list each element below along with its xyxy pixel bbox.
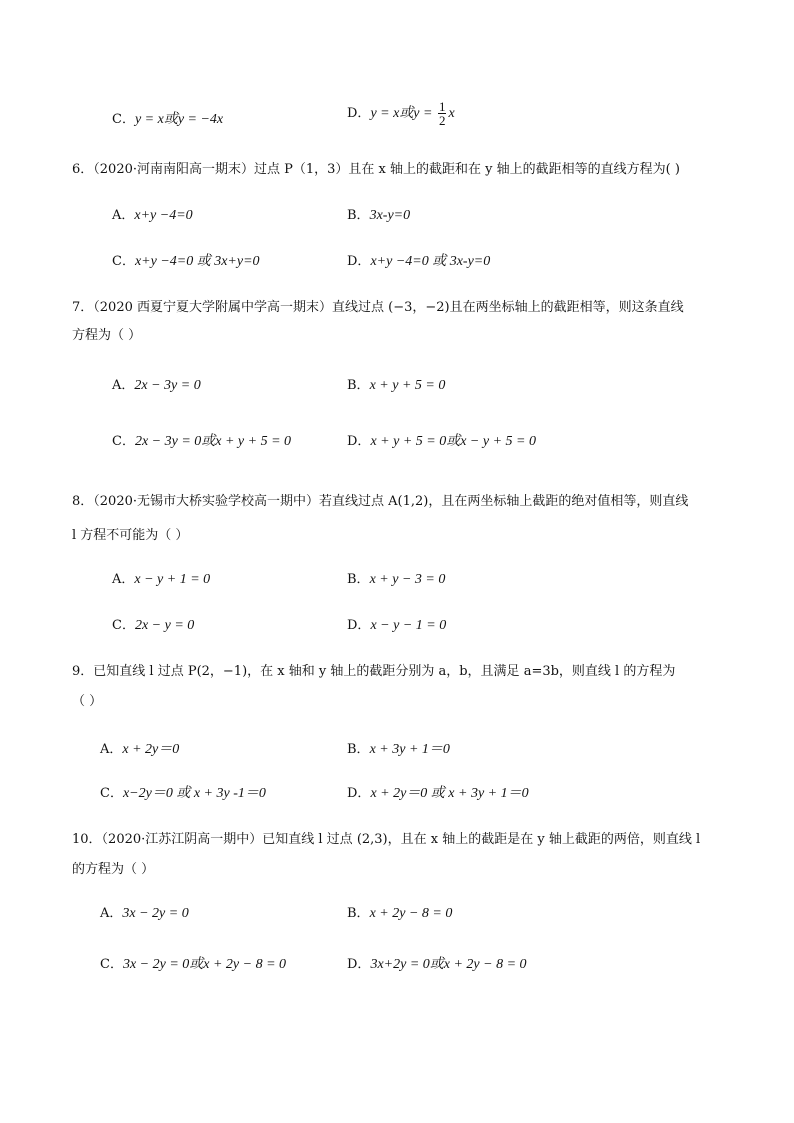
option-c: C．y = x或y = −4x: [112, 112, 224, 127]
question-7-stem-cont: 方程为（ ）: [72, 328, 142, 343]
question-8-stem: 8．（2020·无锡市大桥实验学校高一期中）若直线过点 A(1,2)，且在两坐标轴上截距的绝对值相等，则直线: [72, 494, 689, 509]
question-6-stem: 6．（2020·河南南阳高一期末）过点 P（1，3）且在 x 轴上的截距和在 y 轴上的截距相等的直线方程为( ): [72, 162, 680, 177]
question-8-stem-cont: l 方程不可能为（ ）: [72, 528, 189, 543]
option-d: D．3x+2y = 0或x + 2y − 8 = 0: [347, 957, 527, 972]
question-10-stem-cont: 的方程为（ ）: [72, 862, 155, 877]
option-b: B．x + y + 5 = 0: [347, 378, 446, 393]
option-a: A．x+y −4=0: [112, 208, 193, 223]
option-a: A．x + 2y＝0: [100, 742, 180, 757]
option-a: A．2x − 3y = 0: [112, 378, 201, 393]
option-c: C．3x − 2y = 0或x + 2y − 8 = 0: [100, 957, 287, 972]
option-b: B．x + 3y + 1＝0: [347, 742, 450, 757]
option-c: C．2x − 3y = 0或x + y + 5 = 0: [112, 434, 292, 449]
fraction: $\frac{1}{2}$: [438, 99, 446, 128]
question-9-stem-cont: （ ）: [72, 694, 103, 709]
option-c: C．x+y −4=0 或 3x+y=0: [112, 254, 260, 269]
option-d: D．x + 2y＝0 或 x + 3y + 1＝0: [347, 786, 529, 801]
option-d: D．x + y + 5 = 0或x − y + 5 = 0: [347, 434, 536, 449]
option-a: A．x − y + 1 = 0: [112, 572, 211, 587]
question-9-stem: 9．已知直线 l 过点 P(2，−1)，在 x 轴和 y 轴上的截距分别为 a，b，且满足 a=3b，则直线 l 的方程为: [72, 664, 676, 679]
option-d: D．x+y −4=0 或 3x-y=0: [347, 254, 491, 269]
option-b: B．3x-y=0: [347, 208, 411, 223]
option-c: C．x−2y＝0 或 x + 3y -1＝0: [100, 786, 266, 801]
option-d: D．x − y − 1 = 0: [347, 618, 447, 633]
question-7-stem: 7．（2020 西夏宁夏大学附属中学高一期末）直线过点 (−3，−2)且在两坐标轴上的截距相等，则这条直线: [72, 300, 684, 315]
option-c: C．2x − y = 0: [112, 618, 195, 633]
option-b: B．x + y − 3 = 0: [347, 572, 446, 587]
option-d: D．y = x或y = $\frac{1}{2}$ x: [347, 99, 455, 128]
question-10-stem: 10．（2020·江苏江阴高一期中）已知直线 l 过点 (2,3)，且在 x 轴上的截距是在 y 轴上截距的两倍，则直线 l: [72, 832, 701, 847]
option-a: A．3x − 2y = 0: [100, 906, 189, 921]
option-b: B．x + 2y − 8 = 0: [347, 906, 453, 921]
